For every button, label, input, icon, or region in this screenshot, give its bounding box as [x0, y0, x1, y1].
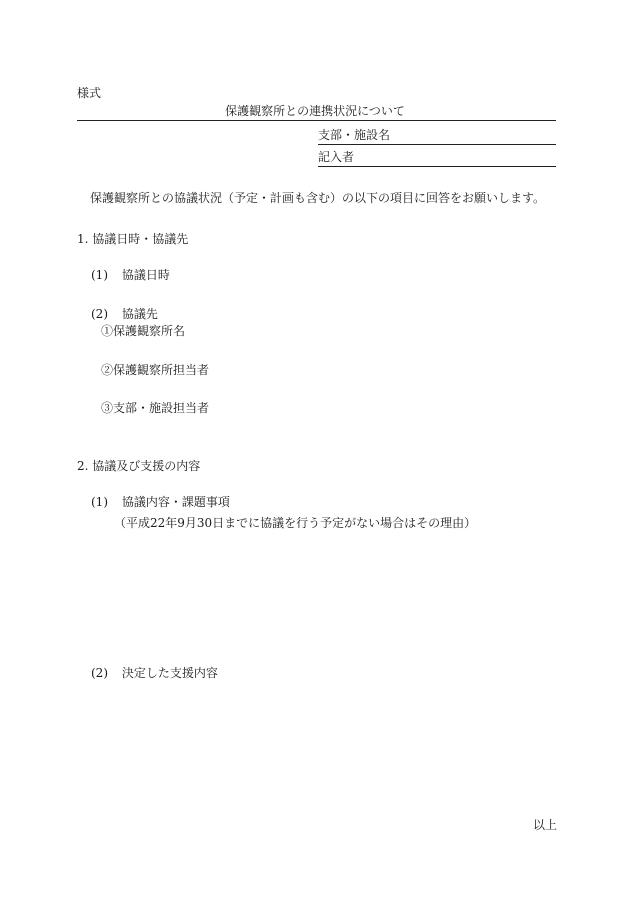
item-number: (1): [91, 268, 108, 282]
section2-heading: 2. 協議及び支援の内容: [77, 459, 201, 473]
item-number: (2): [91, 666, 108, 680]
section2-item2: [91, 664, 218, 681]
branch-name-label: 支部・施設名: [318, 128, 391, 142]
section1-item1: [91, 266, 170, 283]
title-underline: [77, 120, 556, 121]
item-label: 協議日時: [121, 268, 170, 282]
closing-text: 以上: [533, 818, 558, 832]
section1-item2: [91, 305, 158, 322]
item-number: (1): [91, 495, 108, 509]
item-label: 決定した支援内容: [121, 666, 218, 680]
writer-field: [318, 148, 556, 167]
item-number: (2): [91, 307, 108, 321]
intro-text: 保護観察所との協議状況（予定・計画も含む）の以下の項目に回答をお願いします。: [90, 191, 546, 205]
item-label: 協議先: [121, 307, 158, 321]
subitem-probation-office-name: ①保護観察所名: [101, 324, 186, 338]
section1-heading: 1. 協議日時・協議先: [77, 232, 189, 246]
subitem-branch-staff: ③支部・施設担当者: [101, 401, 210, 415]
form-label: 様式: [77, 86, 102, 100]
branch-name-field: [318, 126, 556, 145]
section2-item1-note: （平成22年9月30日までに協議を行う予定がない場合はその理由）: [114, 516, 477, 530]
document-title: 保護観察所との連携状況について: [225, 104, 405, 118]
writer-label: 記入者: [318, 150, 355, 164]
subitem-probation-office-staff: ②保護観察所担当者: [101, 363, 210, 377]
section2-item1: [91, 493, 230, 510]
item-label: 協議内容・課題事項: [121, 495, 230, 509]
